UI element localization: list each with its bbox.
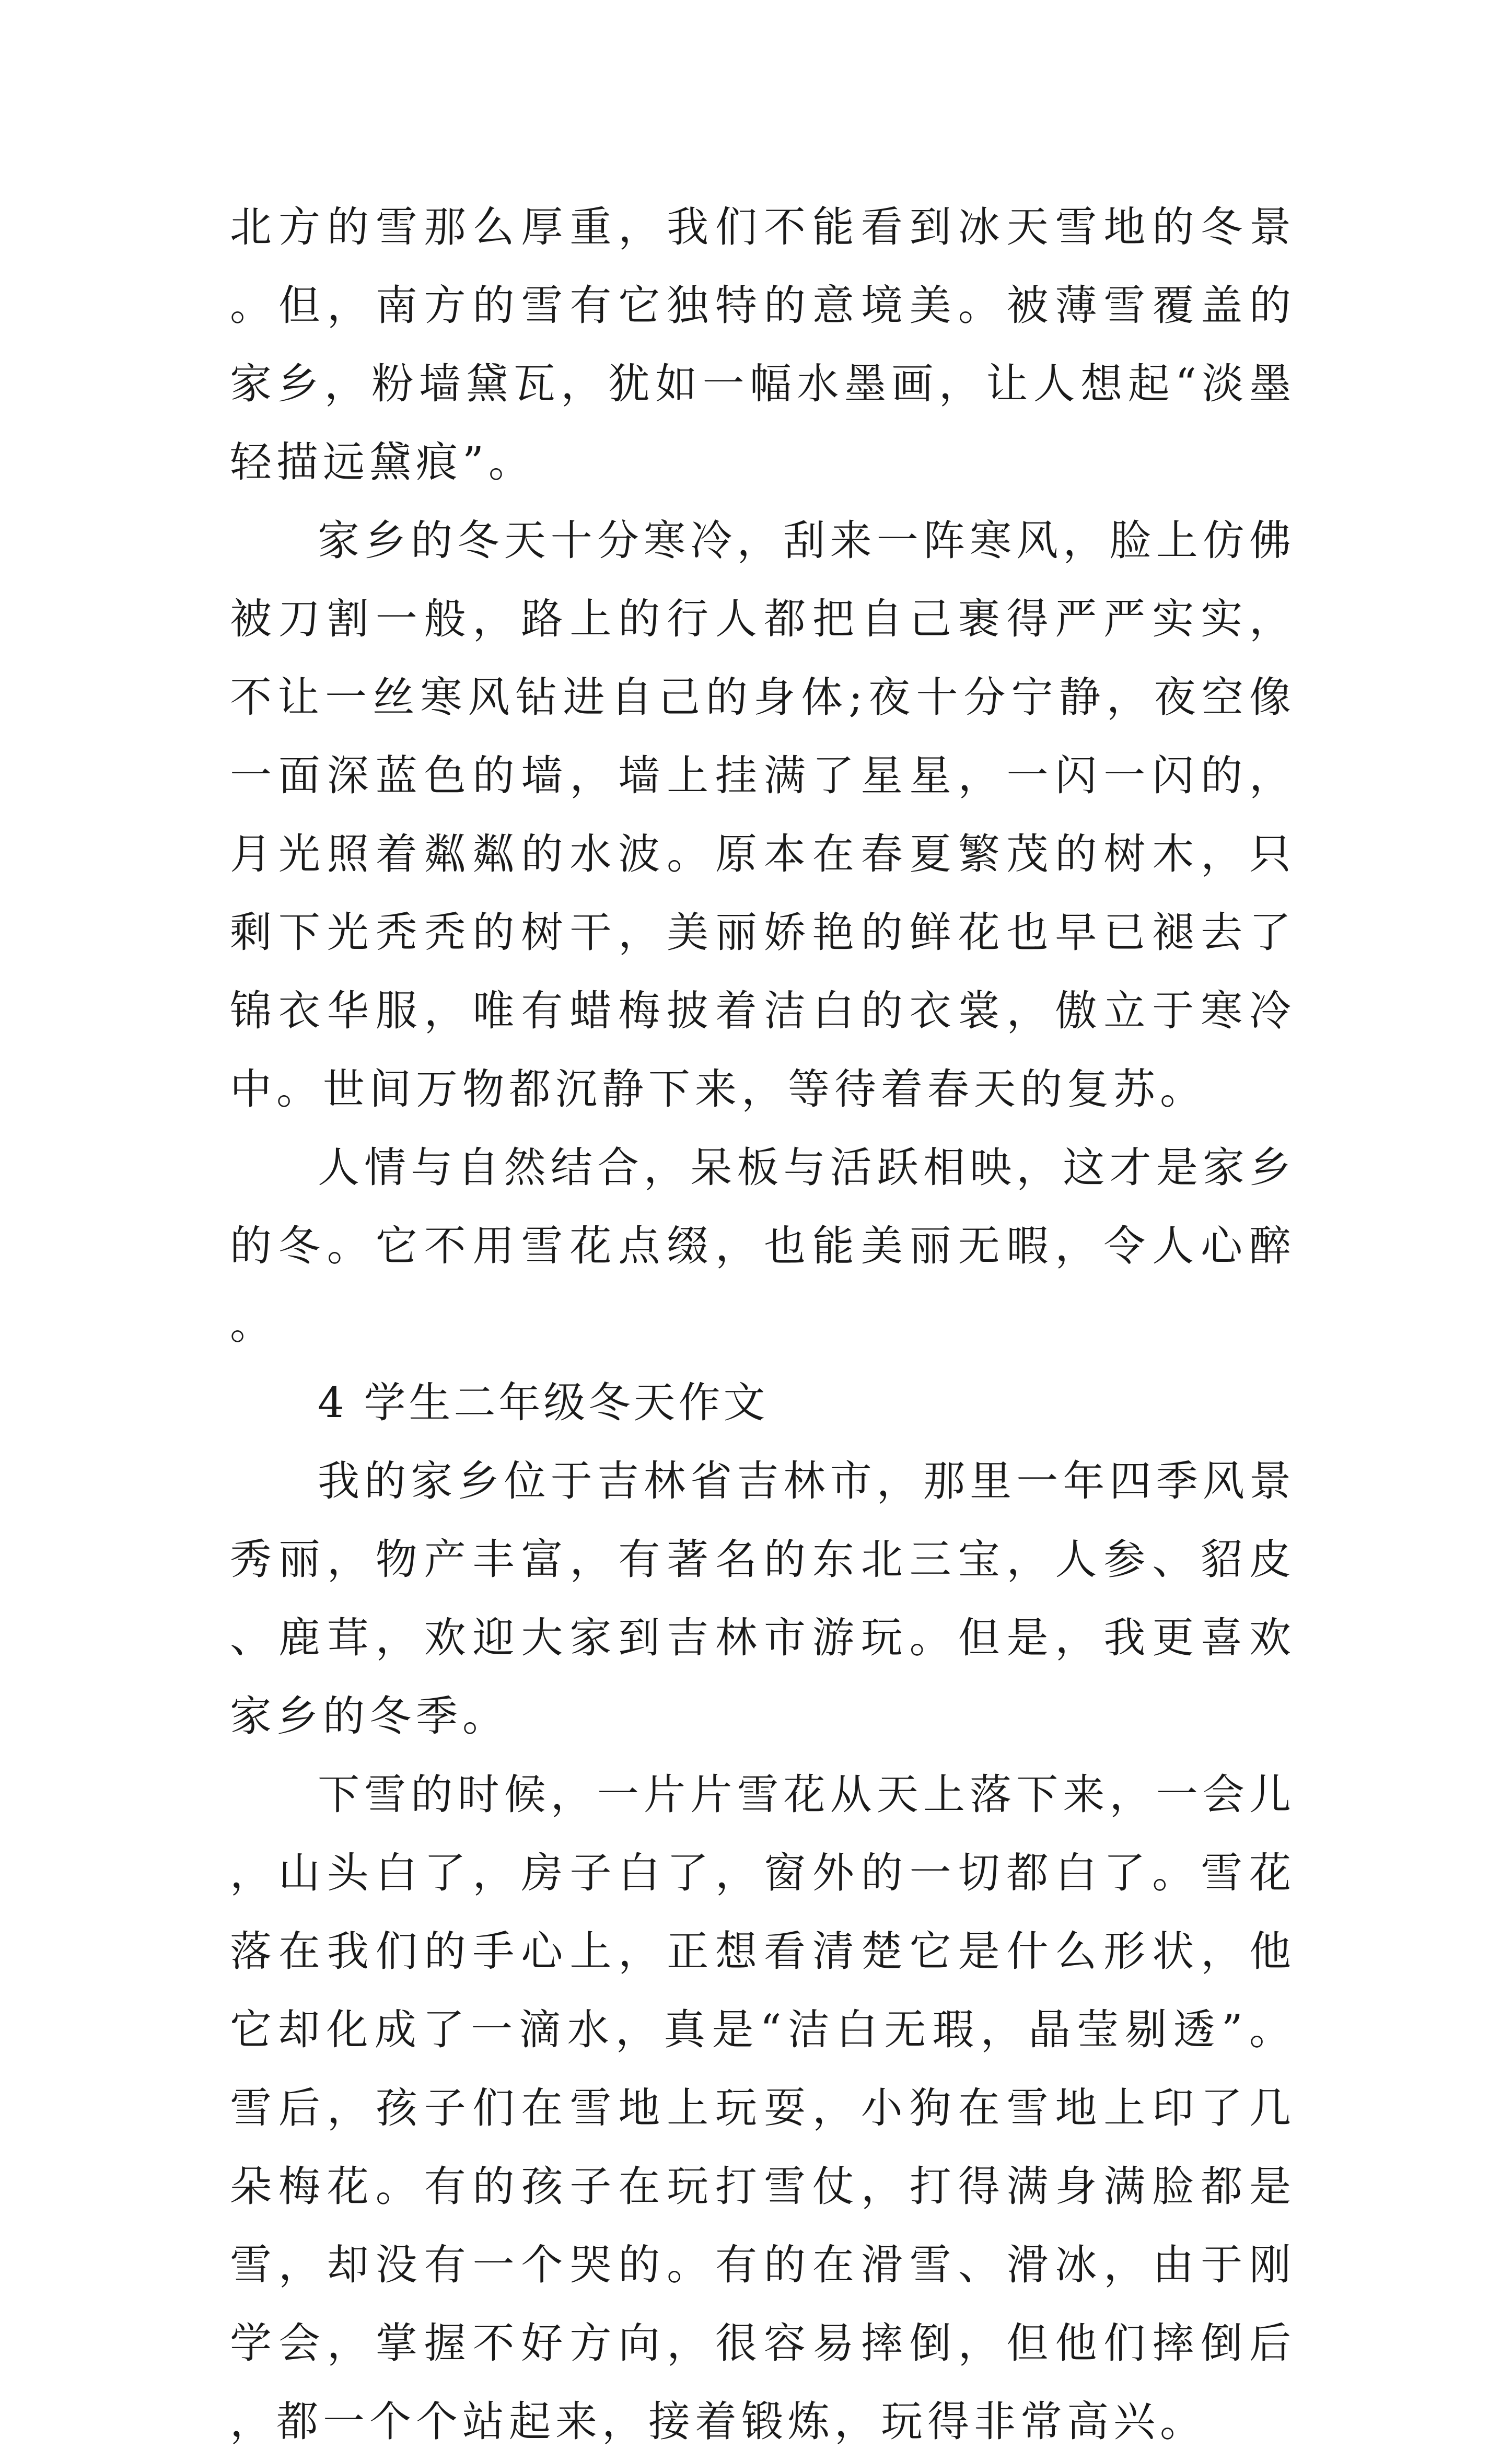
paragraph-3: 人情与自然结合，呆板与活跃相映，这才是家乡的冬。它不用雪花点缀，也能美丽无暇，令人心醉。 — [230, 1143, 1296, 1349]
section-heading: 4 学生二年级冬天作文 — [318, 1378, 769, 1427]
paragraph-5: 下雪的时候，一片片雪花从天上落下来，一会儿，山头白了，房子白了，窗外的一切都白了。雪花落在我们的手心上，正想看清楚它是什么形状，他它却化成了一滴水，真是“洁白无瑕，晶莹剔透”。雪后，孩子们在雪地上玩耍，小狗在雪地上印了几朵梅花。有的孩子在玩打雪仗，打得满身满脸都是雪，却没有一个哭的。有的在滑雪、滑冰，由于刚学会，掌握不好方向，很容易摔倒，但他们摔倒后，都一个个站起来，接着锻炼，玩得非常高兴。 — [230, 1770, 1296, 2446]
paragraph-2: 家乡的冬天十分寒冷，刮来一阵寒风，脸上仿佛被刀割一般，路上的行人都把自己裹得严严实实，不让一丝寒风钻进自己的身体;夜十分宁静，夜空像一面深蓝色的墙，墙上挂满了星星，一闪一闪的，月光照着粼粼的水波。原本在春夏繁茂的树木，只剩下光秃秃的树干，美丽娇艳的鲜花也早已褪去了锦衣华服，唯有蜡梅披着洁白的衣裳，傲立于寒冷中。世间万物都沉静下来，等待着春天的复苏。 — [230, 516, 1296, 1113]
paragraph-1: 北方的雪那么厚重，我们不能看到冰天雪地的冬景。但，南方的雪有它独特的意境美。被薄雪覆盖的家乡，粉墙黛瓦，犹如一幅水墨画，让人想起“淡墨轻描远黛痕”。 — [230, 203, 1296, 486]
document-body — [230, 188, 1296, 2461]
paragraph-4: 我的家乡位于吉林省吉林市，那里一年四季风景秀丽，物产丰富，有著名的东北三宝，人参、貂皮、鹿茸，欢迎大家到吉林市游玩。但是，我更喜欢家乡的冬季。 — [230, 1457, 1296, 1740]
